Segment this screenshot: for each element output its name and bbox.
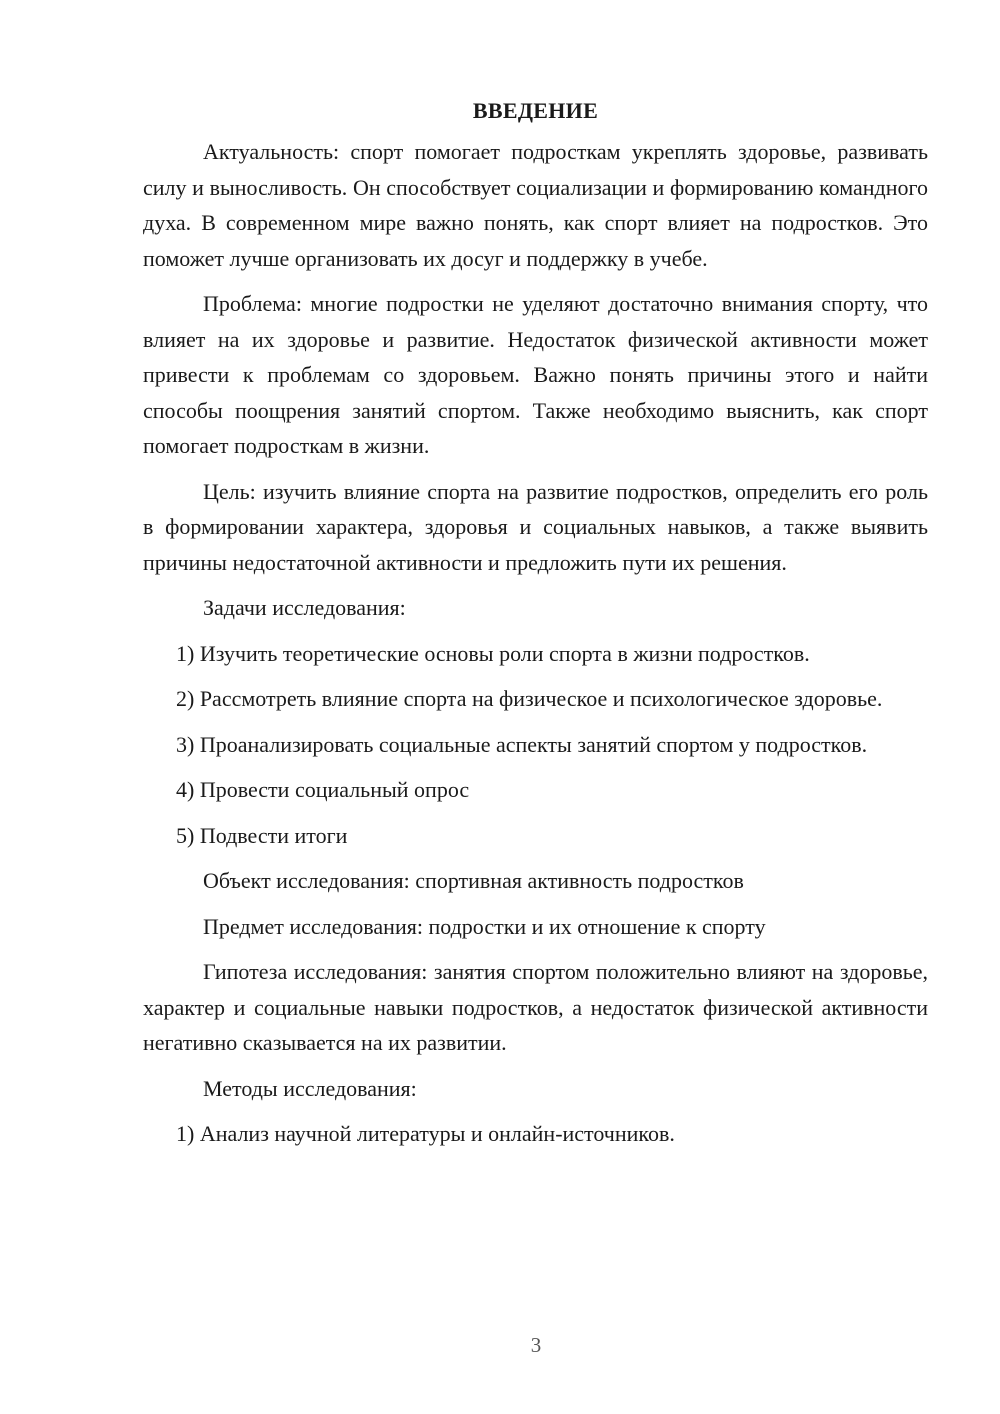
tasks-title: Задачи исследования: [203,595,406,620]
method-item: 1) Анализ научной литературы и онлайн-источников. [176,1121,675,1146]
document-page [143,96,928,1162]
task-item: 3) Проанализировать социальные аспекты занятий спортом у подростков. [176,731,868,757]
problem-paragraph: Проблема: многие подростки не уделяют достаточно внимания спорту, что влияет на их здоровье и развитие. Недостаток физической активности может привести к проблемам со здоровьем. Важно понять причины этого и найти способы поощрения занятий спортом. Также необходимо выяснить, как спорт помогает подросткам в жизни. [143,291,928,458]
relevance-paragraph: Актуальность: спорт помогает подросткам укреплять здоровье, развивать силу и выносливость. Он способствует социализации и формированию командного духа. В современном мире важно понять, как спорт влияет на подростков. Это поможет лучше организовать их досуг и поддержку в учебе. [143,139,928,271]
research-object: Объект исследования: спортивная активность подростков [203,868,744,893]
research-subject: Предмет исследования: подростки и их отношение к спорту [203,913,766,939]
hypothesis-paragraph: Гипотеза исследования: занятия спортом положительно влияют на здоровье, характер и социальные навыки подростков, а недостаток физической активности негативно сказывается на их развитии. [143,959,928,1055]
task-item: 5) Подвести итоги [176,822,348,848]
task-item: 4) Провести социальный опрос [176,777,470,802]
goal-paragraph: Цель: изучить влияние спорта на развитие подростков, определить его роль в формировании характера, здоровья и социальных навыков, а также выявить причины недостаточной активности и предложить пути их решения. [143,478,928,575]
page-number: 3 [530,1333,542,1357]
section-heading: ВВЕДЕНИЕ [472,98,599,123]
task-item: 1) Изучить теоретические основы роли спорта в жизни подростков. [176,640,810,666]
task-item: 2) Рассмотреть влияние спорта на физическое и психологическое здоровье. [176,686,883,711]
methods-title: Методы исследования: [203,1075,417,1101]
